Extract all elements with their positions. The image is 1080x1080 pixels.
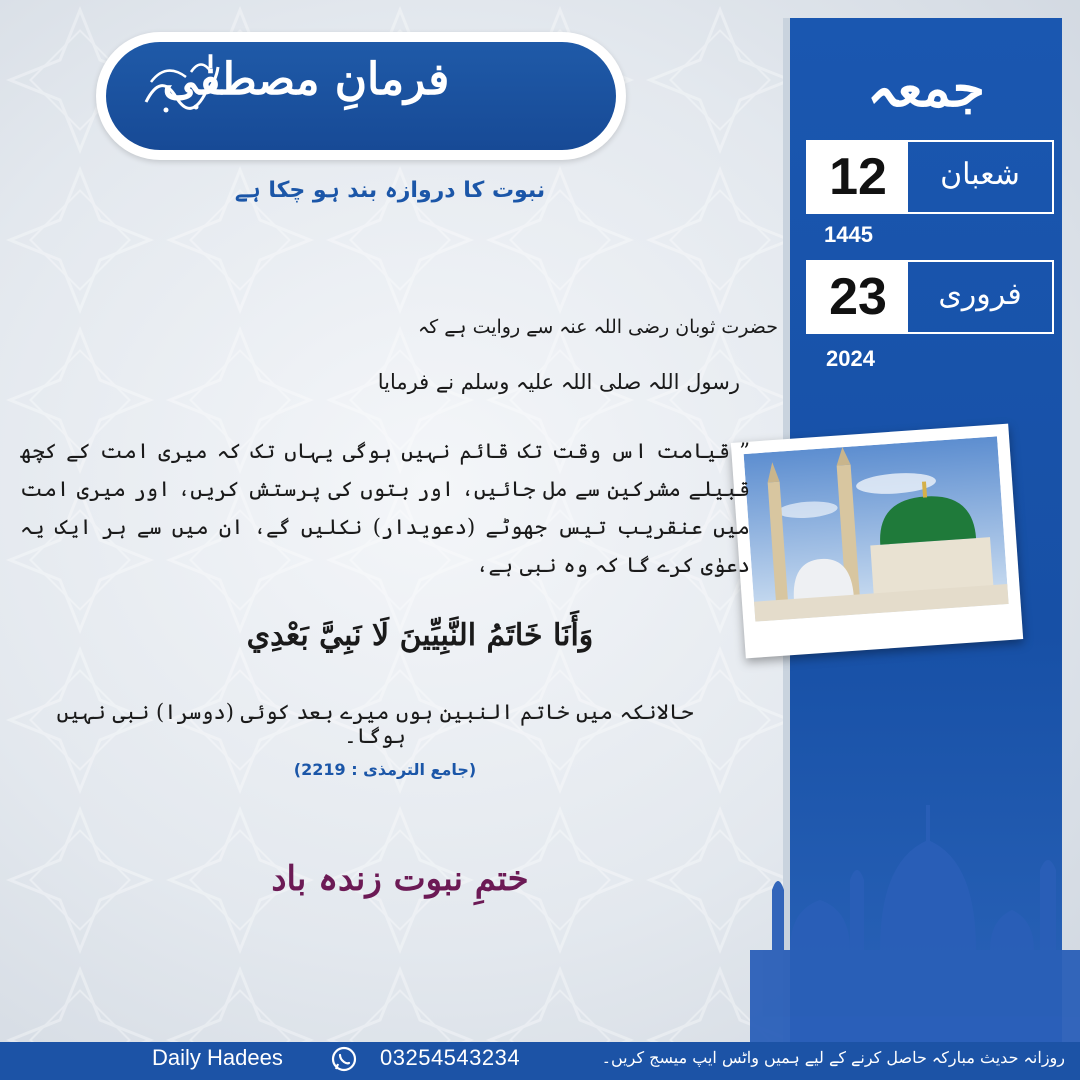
gregorian-day: 23 (808, 262, 908, 332)
footer-brand: Daily Hadees (152, 1045, 283, 1070)
gregorian-date-box (806, 260, 1054, 334)
arabic-text: وَأَنَا خَاتَمُ النَّبِيِّينَ لَا نَبِيَّ بَعْدِي (246, 618, 594, 653)
mosque-silhouette (750, 800, 1080, 1042)
footer-message: روزانہ حدیث مبارکہ حاصل کرنے کے لیے ہمیں واٹس ایپ میسج کریں۔ (601, 1048, 1065, 1067)
hijri-day: 12 (808, 142, 908, 212)
gregorian-month: فروری (938, 277, 1022, 312)
footer-phone[interactable]: 03254543234 (380, 1045, 521, 1070)
page-title: فرمانِ مصطفٰی (162, 54, 450, 105)
whatsapp-icon[interactable] (331, 1046, 357, 1072)
slogan-text: ختمِ نبوت زندہ باد (271, 859, 529, 899)
weekday-label: جمعہ (867, 58, 985, 119)
narrator-line: حضرت ثوبان رضی اللہ عنہ سے روایت ہے کہ (418, 316, 778, 338)
translation-text: حالانکہ میں خاتم النبین ہوں میرے بعد کوئی (دوسرا) نبی نہیں ہوگا۔ (56, 700, 694, 748)
prophet-said-line: رسول اللہ صلی اللہ علیہ وسلم نے فرمایا (377, 370, 740, 394)
hadith-text: ” قیامت اس وقت تک قائم نہیں ہوگی یہاں تک کہ میری امت کے کچھ قبیلے مشرکین سے مل جائیں، اور بتوں کی پرستش کریں، اور میری امت میں عنقریب تیس جھوٹے (دعویدار) نکلیں گے، ان میں سے ہر ایک یہ دعوٰی کرے گا کہ وہ نبی ہے، (20, 439, 750, 577)
hadith-reference: (جامع الترمذی : 2219) (293, 760, 477, 779)
hijri-year: 1445 (824, 222, 873, 247)
masjid-illustration (744, 436, 1009, 621)
gregorian-year: 2024 (826, 346, 875, 371)
page-subtitle: نبوت کا دروازہ بند ہو چکا ہے (234, 178, 546, 203)
masjid-nabawi-photo (731, 424, 1023, 659)
hijri-month: شعبان (940, 157, 1020, 192)
hijri-date-box (806, 140, 1054, 214)
honorific-calligraphy (136, 52, 226, 122)
title-banner (96, 32, 626, 160)
